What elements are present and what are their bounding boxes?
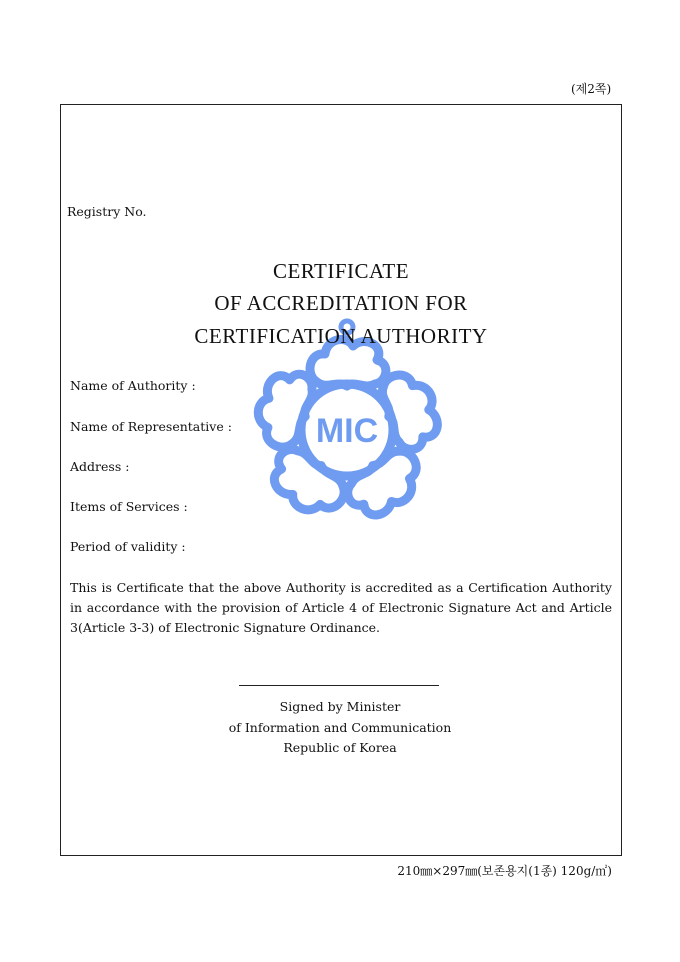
field-name-of-authority: Name of Authority :	[70, 378, 196, 393]
title-line-1: CERTIFICATE	[272, 259, 410, 283]
field-name-of-representative: Name of Representative :	[70, 419, 232, 434]
field-items-of-services: Items of Services :	[70, 499, 188, 514]
signature-line	[239, 685, 439, 686]
paper-spec: 210㎜×297㎜(보존용지(1종) 120g/㎡)	[397, 864, 612, 878]
signature-line-1: Signed by Minister	[279, 699, 401, 714]
field-period-of-validity: Period of validity :	[70, 539, 186, 554]
field-address: Address :	[70, 459, 130, 474]
page-label: (제2쪽)	[571, 82, 612, 96]
certification-statement: This is Certificate that the above Authority is accredited as a Certification Authority in accordance with the provision of Article 4 of Electronic Signature Act and Article 3(Article 3-3) of Electronic Signature Ordinance.	[70, 580, 612, 635]
logo-text: MIC	[315, 412, 379, 450]
registry-number-label: Registry No.	[67, 204, 147, 219]
signature-line-3: Republic of Korea	[283, 740, 397, 755]
title-line-2: OF ACCREDITATION FOR	[214, 291, 468, 315]
signature-line-2: of Information and Communication	[228, 720, 452, 735]
title-line-3: CERTIFICATION AUTHORITY	[194, 324, 488, 348]
